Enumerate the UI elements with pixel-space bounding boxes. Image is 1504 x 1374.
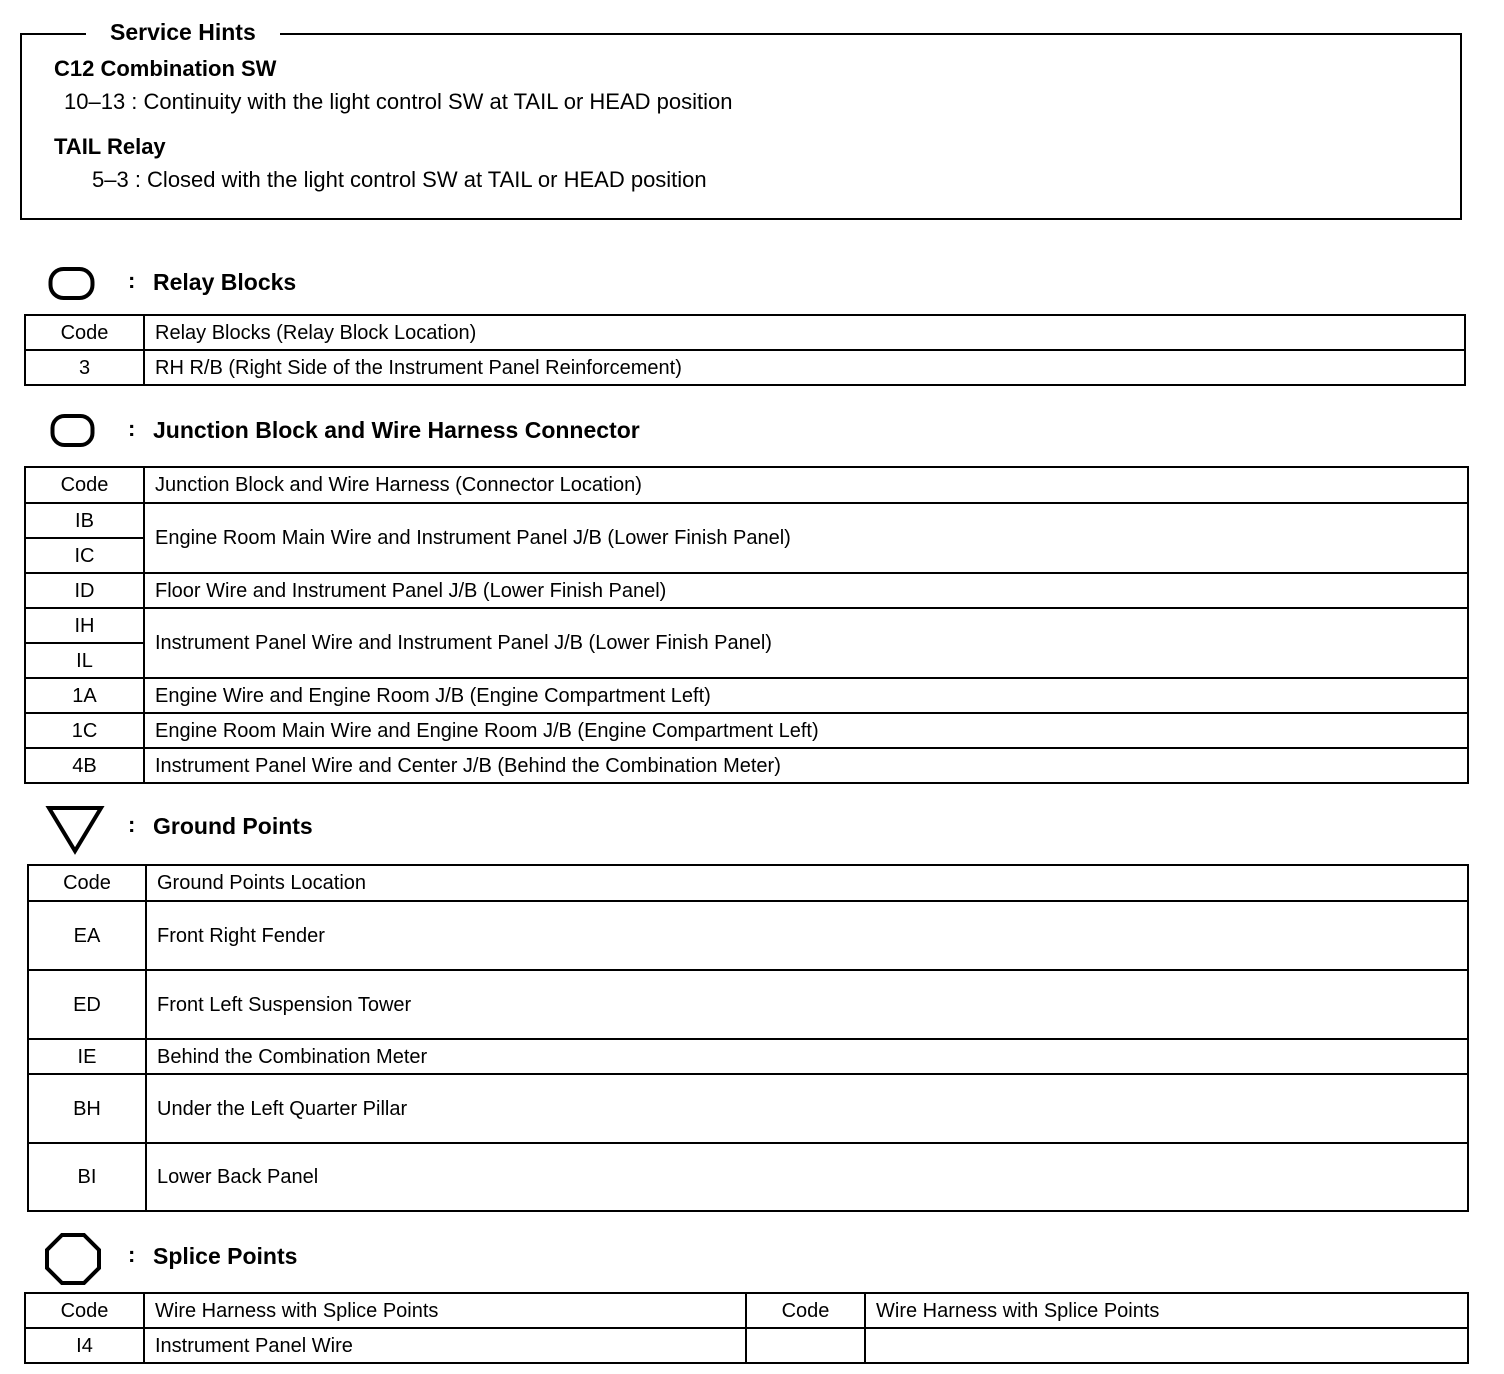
- row-code: IH: [25, 608, 144, 643]
- row-description: Floor Wire and Instrument Panel J/B (Lower Finish Panel): [144, 573, 1468, 608]
- tail-relay-heading: TAIL Relay: [54, 134, 166, 159]
- table-row: [25, 1328, 1468, 1363]
- row-code: ED: [28, 970, 146, 1039]
- ground-points-colon: :: [128, 812, 136, 837]
- splice-points-colon: :: [128, 1242, 136, 1267]
- table-header-row: [25, 315, 1465, 350]
- c12-hint-line: 10–13 : Continuity with the light control SW at TAIL or HEAD position: [64, 89, 733, 114]
- header-description: Ground Points Location: [146, 865, 1468, 901]
- row-description: Front Right Fender: [146, 901, 1468, 970]
- header-code: Code: [25, 467, 144, 503]
- table-row: [28, 1039, 1468, 1074]
- header-description: Relay Blocks (Relay Block Location): [144, 315, 1465, 350]
- row-description: Engine Room Main Wire and Instrument Panel J/B (Lower Finish Panel): [144, 503, 1468, 573]
- splice-points-table: [24, 1292, 1469, 1364]
- row-code: BI: [28, 1143, 146, 1211]
- relay-blocks-title: Relay Blocks: [153, 269, 297, 295]
- junction-block-icon: [50, 413, 98, 449]
- junction-blocks-colon: :: [128, 416, 136, 441]
- junction-blocks-title: Junction Block and Wire Harness Connector: [153, 417, 640, 443]
- row-code: 1A: [25, 678, 144, 713]
- row-code: EA: [28, 901, 146, 970]
- relay-block-icon: [48, 266, 96, 302]
- row-description: RH R/B (Right Side of the Instrument Panel Reinforcement): [144, 350, 1465, 385]
- header-description: Junction Block and Wire Harness (Connector Location): [144, 467, 1468, 503]
- row-code: IC: [25, 538, 144, 573]
- row-description: Engine Room Main Wire and Engine Room J/B (Engine Compartment Left): [144, 713, 1468, 748]
- ground-point-triangle-icon: [44, 804, 106, 856]
- row-description: Under the Left Quarter Pillar: [146, 1074, 1468, 1143]
- service-hints-title: Service Hints: [86, 18, 280, 46]
- splice-points-title: Splice Points: [153, 1243, 298, 1269]
- table-header-row: [28, 865, 1468, 901]
- junction-blocks-table: [24, 466, 1469, 784]
- table-row: [25, 713, 1468, 748]
- row-description: Instrument Panel Wire: [144, 1328, 746, 1363]
- c12-heading: C12 Combination SW: [54, 56, 277, 81]
- table-row: [25, 608, 1468, 643]
- table-header-row: [25, 1293, 1468, 1328]
- row-code: IE: [28, 1039, 146, 1074]
- table-row: [28, 1074, 1468, 1143]
- row-code: I4: [25, 1328, 144, 1363]
- row-description: Lower Back Panel: [146, 1143, 1468, 1211]
- tail-relay-hint-line: 5–3 : Closed with the light control SW at TAIL or HEAD position: [92, 167, 707, 192]
- table-row: [28, 970, 1468, 1039]
- table-row: [25, 748, 1468, 783]
- row-code: IB: [25, 503, 144, 538]
- table-row: [25, 503, 1468, 538]
- ground-points-table: [27, 864, 1469, 1212]
- ground-points-title: Ground Points: [153, 813, 313, 839]
- splice-point-octagon-icon: [44, 1232, 102, 1286]
- row-description: Behind the Combination Meter: [146, 1039, 1468, 1074]
- row-code: [746, 1328, 865, 1363]
- relay-blocks-colon: :: [128, 268, 136, 293]
- table-row: [28, 1143, 1468, 1211]
- header-code: Code: [28, 865, 146, 901]
- header-code: Code: [746, 1293, 865, 1328]
- row-code: ID: [25, 573, 144, 608]
- table-row: [25, 573, 1468, 608]
- table-row: [25, 350, 1465, 385]
- header-code: Code: [25, 1293, 144, 1328]
- row-description: [865, 1328, 1468, 1363]
- table-header-row: [25, 467, 1468, 503]
- row-description: Instrument Panel Wire and Center J/B (Behind the Combination Meter): [144, 748, 1468, 783]
- header-description: Wire Harness with Splice Points: [144, 1293, 746, 1328]
- row-code: 4B: [25, 748, 144, 783]
- row-description: Engine Wire and Engine Room J/B (Engine Compartment Left): [144, 678, 1468, 713]
- table-row: [28, 901, 1468, 970]
- header-code: Code: [25, 315, 144, 350]
- row-code: 3: [25, 350, 144, 385]
- relay-blocks-table: [24, 314, 1466, 386]
- table-row: [25, 678, 1468, 713]
- row-description: Front Left Suspension Tower: [146, 970, 1468, 1039]
- row-code: IL: [25, 643, 144, 678]
- row-code: 1C: [25, 713, 144, 748]
- row-code: BH: [28, 1074, 146, 1143]
- header-description: Wire Harness with Splice Points: [865, 1293, 1468, 1328]
- row-description: Instrument Panel Wire and Instrument Panel J/B (Lower Finish Panel): [144, 608, 1468, 678]
